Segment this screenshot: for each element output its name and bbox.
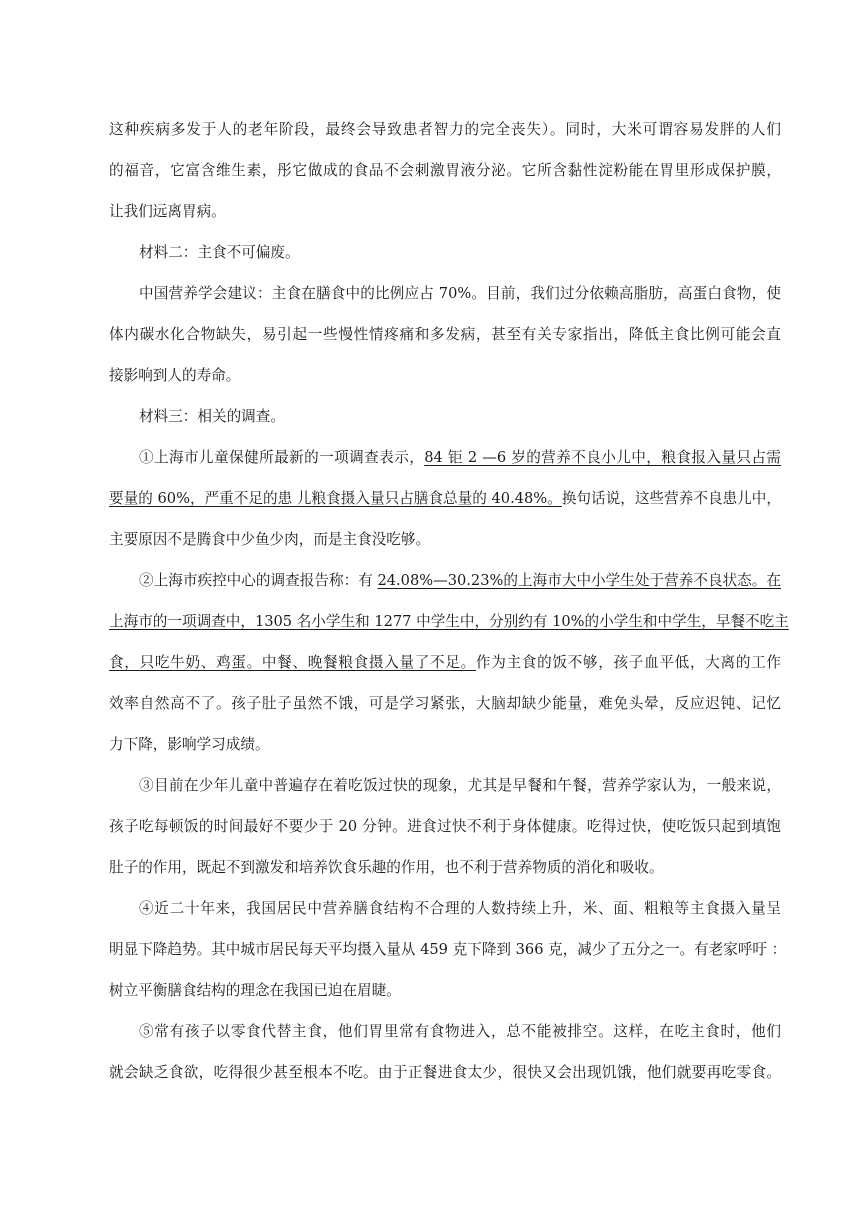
text-run: 主要原因不是腾食中少鱼少肉，而是主食没吃够。 [109,531,431,548]
text-line [109,735,270,755]
text-run: 力下降，影响学习成绩。 [109,736,270,753]
text-line [139,448,781,468]
text-line [109,202,226,222]
underlined-text: 24.08%—30.23%的上海市大中小学生处于营养不良状态。在 [377,572,782,589]
text-line [109,120,781,140]
text-run: 让我们远离胃病。 [109,203,226,220]
text-line [109,940,787,960]
text-line [109,858,664,878]
text-run: 树立平衡膳食结构的理念在我国已迫在眉睫。 [109,982,401,999]
text-run: 肚子的作用，既起不到激发和培养饮食乐趣的作用，也不利于营养物质的消化和吸收。 [109,859,664,876]
text-line [109,530,430,550]
text-line [109,694,781,714]
text-line [139,1022,781,1042]
text-run: 材料二：主食不可偏废。 [139,244,300,261]
text-line [109,161,781,181]
text-line [139,899,781,919]
text-line [139,571,781,591]
underlined-text: 84 钜 2 —6 岁的营养不良小儿中，粮食报入量只占需 [424,449,781,466]
text-run: 孩子吃每顿饭的时间最好不要少于 20 分钟。进食过快不利于身体健康。吃得过快，使吃饭只起到填饱 [109,818,781,835]
text-line [109,817,781,837]
text-run: ③目前在少年儿童中普遍存在着吃饭过快的现象，尤其是早餐和午餐，营养学家认为，一般来说， [139,777,781,794]
text-run: 材料三：相关的调查。 [139,408,285,425]
underlined-text: 上海市的一项调查中，1305 名小学生和 1277 中学生中，分别约有 10%的小学生和中学生，早餐不吃主 [109,613,789,630]
text-run: 明显下降趋势。其中城市居民每天平均摄入量从 459 克下降到 366 克，减少了五分之一。有老家呼吁 ： [109,941,787,958]
text-line [109,981,401,1001]
underlined-text: 食，只吃牛奶、鸡蛋。中餐、晚餐粮食摄入量了不足。 [109,654,476,671]
text-line [109,489,781,509]
section-heading [139,243,300,263]
text-run: 的福音，它富含维生素，彤它做成的食品不会刺激胃液分泌。它所含黏性淀粉能在胃里形成保护膜， [109,162,781,179]
text-line [109,612,789,632]
text-run: 效率自然高不了。孩子肚子虽然不饿，可是学习紧张，大脑却缺少能量，难免头晕，反应迟钝、记忆 [109,695,781,712]
text-line [109,1063,781,1083]
text-run: 就会缺乏食欲，吃得很少甚至根本不吃。由于正餐进食太少，很快又会出现饥饿，他们就要再吃零食。 [109,1064,781,1081]
text-run: ②上海市疾控中心的调查报告称：有 [139,572,378,589]
text-line [139,284,781,304]
text-run: 中国营养学会建议：主食在膳食中的比例应占 70%。目前，我们过分依赖高脂肪，高蛋白食物，使 [139,285,781,302]
text-run: 体内碳水化合物缺失，易引起一些慢性情疼痛和多发病，甚至有关专家指出，降低主食比例可能会直 [109,326,781,343]
section-heading [139,407,285,427]
text-run: 这种疾病多发于人的老年阶段，最终会导致患者智力的完全丧失）。同时，大米可谓容易发胖的人们 [109,121,781,138]
text-line [109,653,781,673]
text-run: ①上海市儿童保健所最新的一项调查表示， [139,449,425,466]
text-run: ⑤常有孩子以零食代替主食，他们胃里常有食物进入，总不能被排空。这样，在吃主食时，他们 [139,1023,781,1040]
text-line [109,366,240,386]
text-run: 换句话说，这些营养不良患儿中， [561,490,781,507]
text-run: ④近二十年来，我国居民中营养膳食结构不合理的人数持续上升，米、面、粗粮等主食摄入量呈 [139,900,781,917]
underlined-text: 要量的 60%，严重不足的患 儿粮食摄入量只占膳食总量的 40.48%。 [109,490,562,507]
text-run: 接影响到人的寿命。 [109,367,241,384]
text-line [109,325,781,345]
text-line [139,776,781,796]
text-run: 作为主食的饭不够，孩子血平低，大离的工作 [475,654,781,671]
